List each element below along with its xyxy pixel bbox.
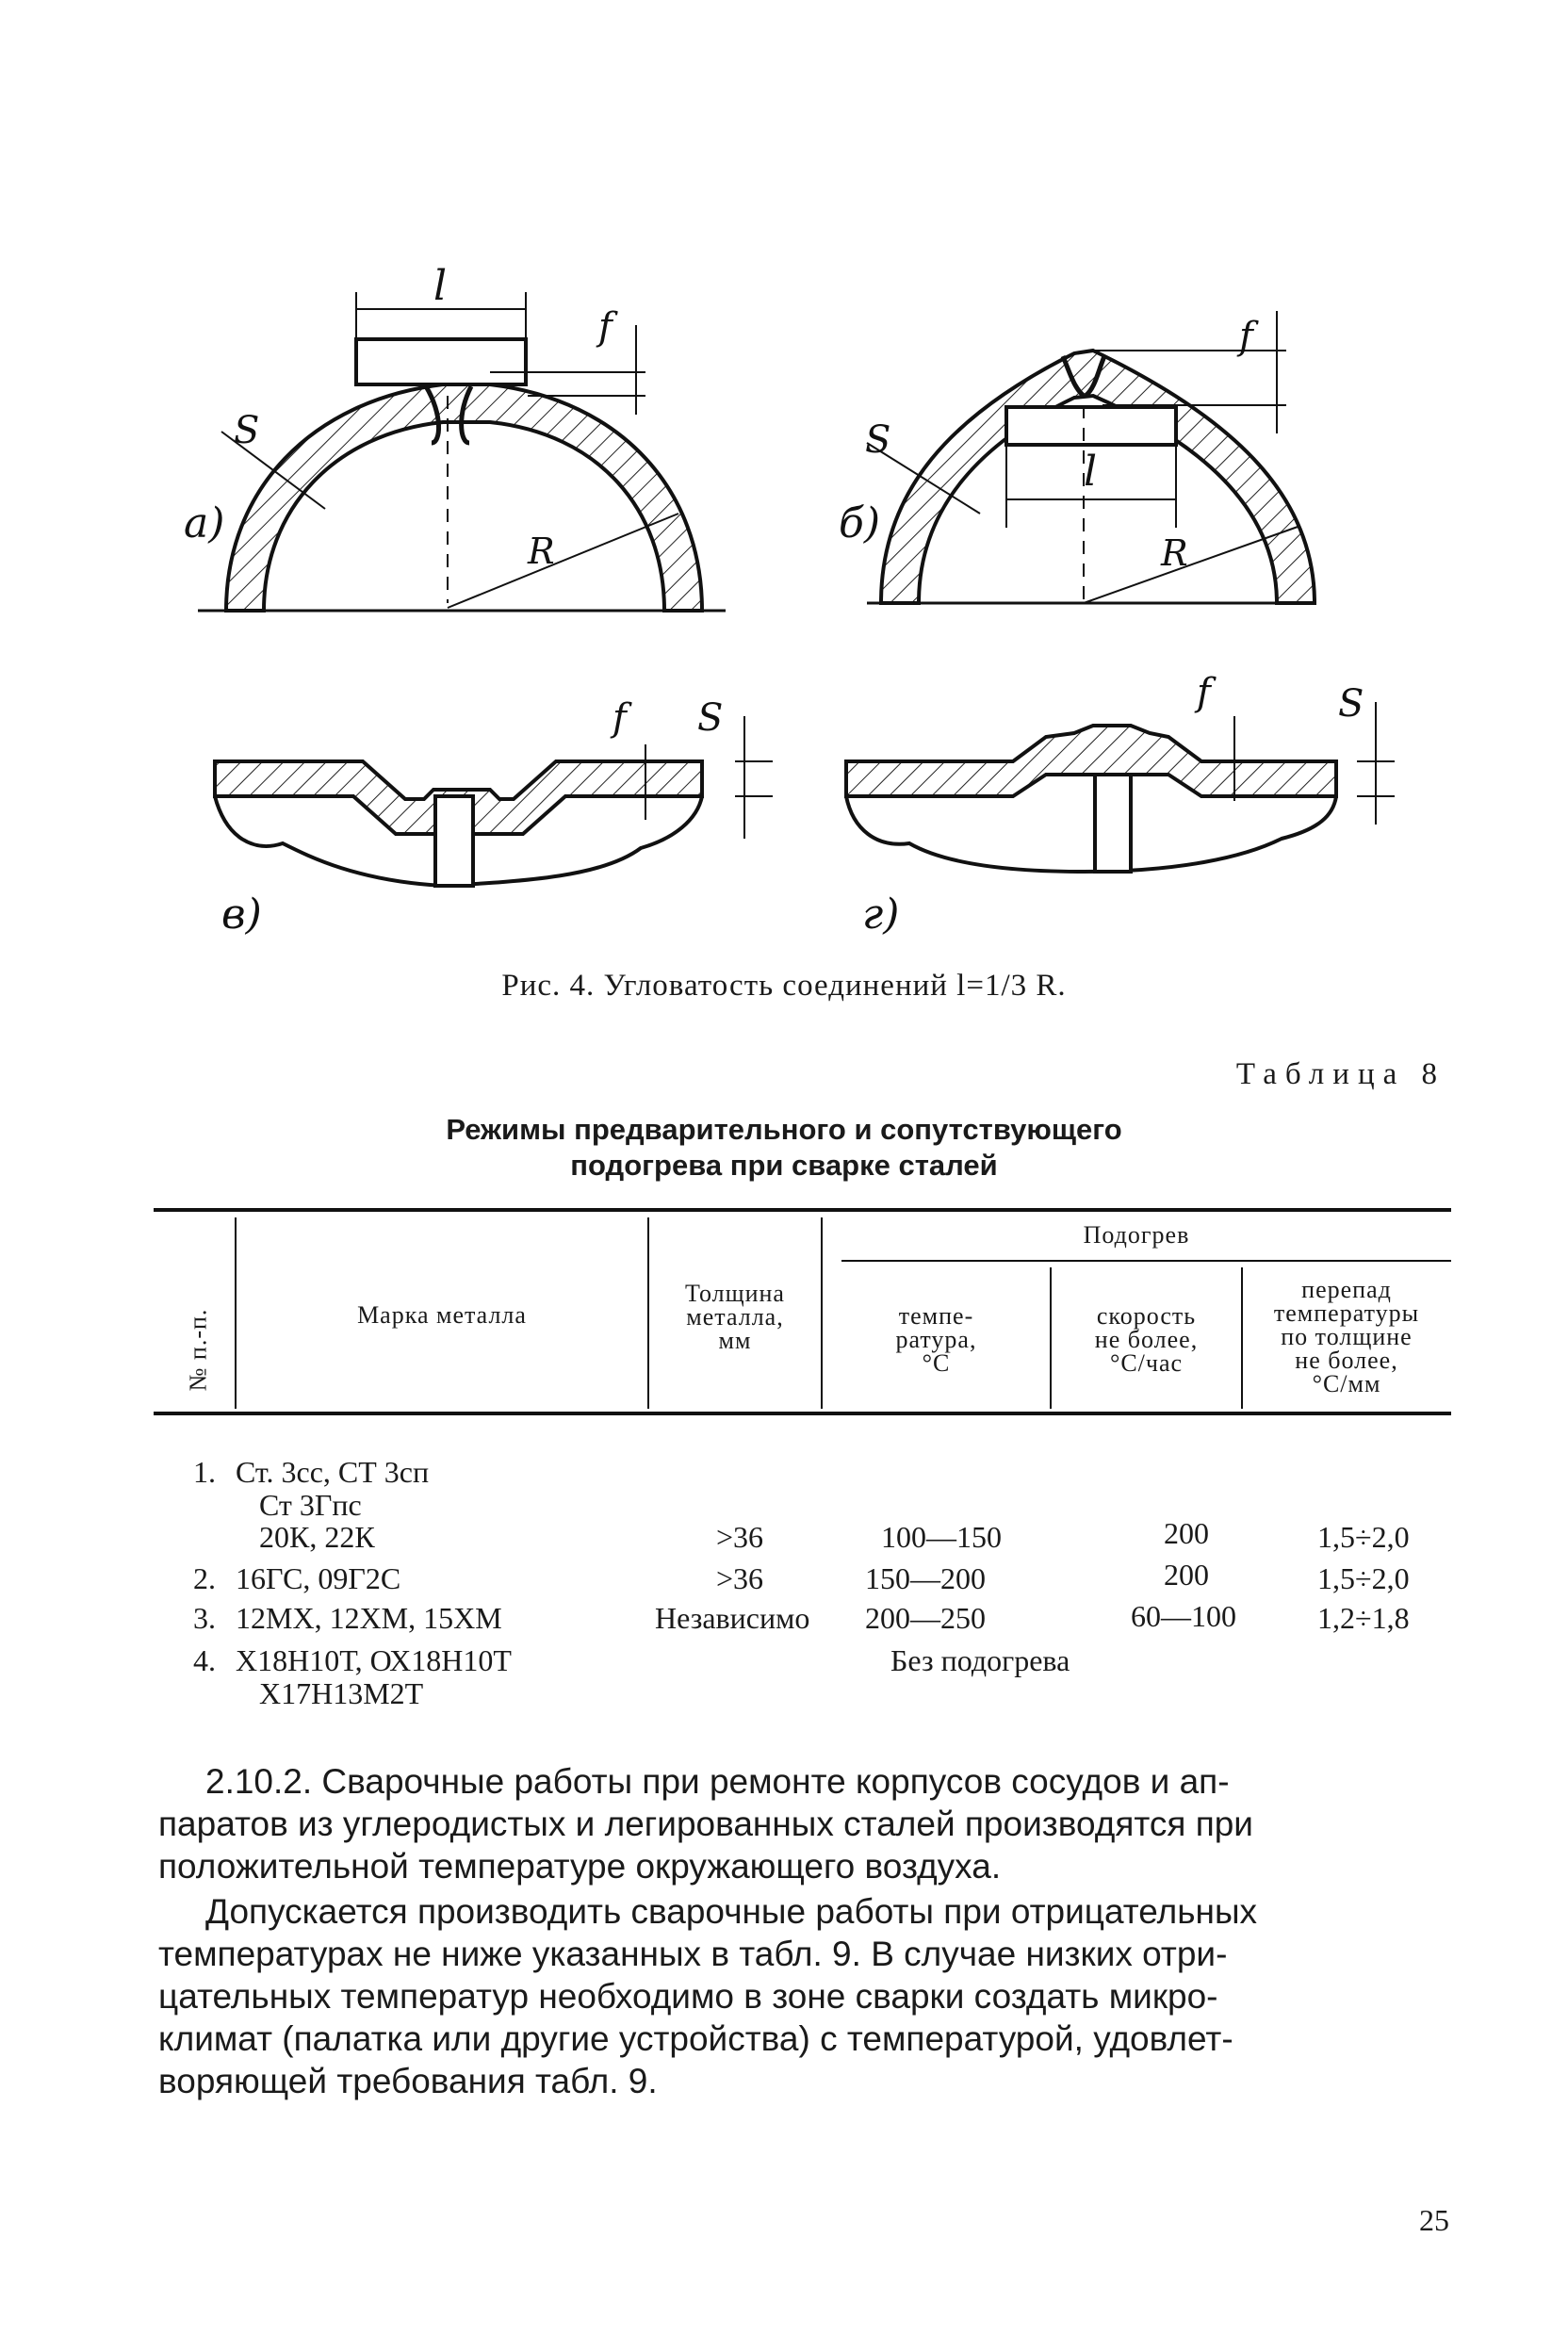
panel-a-label: а) xyxy=(184,499,225,547)
row2-thickness: >36 xyxy=(716,1561,764,1595)
row1-gradient: 1,5÷2,0 xyxy=(1317,1520,1410,1554)
row4-note: Без подогрева xyxy=(890,1643,1070,1677)
row1-metal-line3: 20К, 22К xyxy=(259,1520,375,1554)
row2-gradient: 1,5÷2,0 xyxy=(1317,1561,1410,1595)
panel-g-dim-f: f xyxy=(1197,671,1211,714)
table-title-line1: Режимы предварительного и сопутствующего xyxy=(446,1113,1122,1146)
row4-num: 4. xyxy=(193,1643,216,1677)
table-label: Таблица 8 xyxy=(1235,1057,1446,1091)
page-number: 25 xyxy=(1419,2203,1449,2237)
header-gradient: перепад температуры по толщине не более, °С/мм xyxy=(1273,1276,1420,1397)
row1-rate: 200 xyxy=(1164,1516,1209,1550)
header-preheat: Подогрев xyxy=(1083,1221,1190,1249)
panel-b-label: б) xyxy=(839,499,881,547)
row1-metal-line2: Ст 3Гпс xyxy=(259,1488,362,1522)
panel-g-label: г) xyxy=(862,890,900,939)
panel-a-dim-f: f xyxy=(598,305,612,349)
row3-metal: 12МХ, 12ХМ, 15ХМ xyxy=(236,1601,502,1635)
row3-thickness: Независимо xyxy=(655,1601,810,1635)
header-temperature: темпе- ратура, °С xyxy=(895,1302,977,1377)
row2-num: 2. xyxy=(193,1561,216,1595)
panel-b-dim-f: f xyxy=(1239,315,1253,358)
panel-a-dim-l: l xyxy=(433,262,448,310)
row4-metal-line1: Х18Н10Т, ОХ18Н10Т xyxy=(236,1643,512,1677)
row4-metal-line2: Х17Н13М2Т xyxy=(259,1676,424,1710)
panel-a-dim-s: S xyxy=(234,409,260,452)
panel-b-dim-r: R xyxy=(1161,532,1188,574)
header-rate: скорость не более, °С/час xyxy=(1094,1302,1199,1377)
row3-gradient: 1,2÷1,8 xyxy=(1317,1601,1410,1635)
table-title-line2: подогрева при сварке сталей xyxy=(570,1149,998,1182)
header-thickness: Толщина металла, мм xyxy=(685,1280,785,1354)
row1-num: 1. xyxy=(193,1455,216,1489)
row2-temperature: 150—200 xyxy=(865,1561,986,1595)
panel-v-label: в) xyxy=(221,890,262,939)
paragraph-2-10-2: 2.10.2. Сварочные работы при ремонте корпусов сосудов и ап- паратов из углеродистых и легированных сталей производятся при положительной температуре окружающего воздуха. xyxy=(158,1762,1253,1886)
row1-metal-line1: Ст. 3сс, СТ 3сп xyxy=(236,1455,430,1489)
row1-temperature: 100—150 xyxy=(881,1520,1002,1554)
row2-metal: 16ГС, 09Г2С xyxy=(236,1561,401,1595)
panel-b-dim-s: S xyxy=(865,418,891,462)
panel-b-dim-l: l xyxy=(1084,448,1098,496)
figure-caption: Рис. 4. Угловатость соединений l=1/3 R. xyxy=(501,969,1067,1003)
panel-v-dim-s: S xyxy=(697,696,724,740)
panel-g-dim-s: S xyxy=(1338,682,1364,726)
panel-a-dim-r: R xyxy=(528,531,555,572)
row2-rate: 200 xyxy=(1164,1558,1209,1592)
row3-rate: 60—100 xyxy=(1131,1599,1236,1633)
row3-num: 3. xyxy=(193,1601,216,1635)
paragraph-permission: Допускается производить сварочные работы при отрицательных температурах не ниже указанных в табл. 9. В случае низких отри- цательных температур необходимо в зоне сварки создать микро- климат (палатка или другие устройства) с температурой, удовлет- воряющей требования табл. 9. xyxy=(158,1892,1258,2100)
header-metal: Марка металла xyxy=(357,1301,527,1329)
row3-temperature: 200—250 xyxy=(865,1601,986,1635)
panel-v-dim-f: f xyxy=(612,696,627,740)
row1-thickness: >36 xyxy=(716,1520,764,1554)
header-num: № п.-п. xyxy=(184,1308,212,1392)
